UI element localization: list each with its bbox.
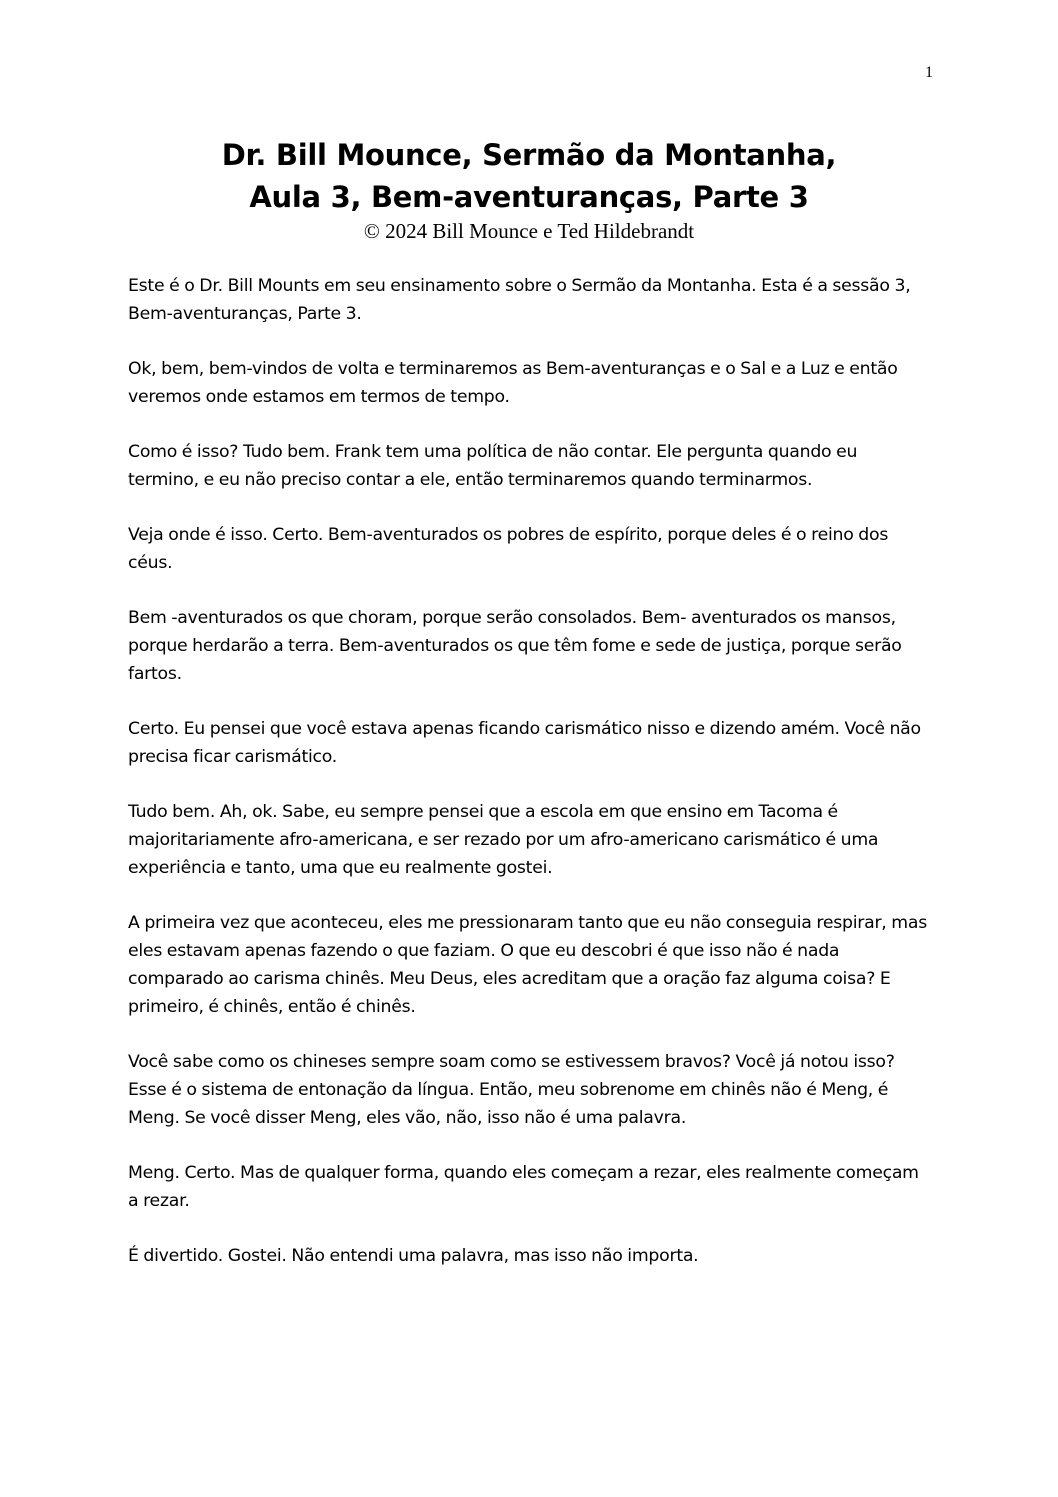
paragraph: Tudo bem. Ah, ok. Sabe, eu sempre pensei que a escola em que ensino em Tacoma é majoritariamente afro-americana, e ser rezado por um afro-americano carismático é uma experiência e tanto, uma que eu realmente gostei. — [128, 802, 879, 878]
paragraph: É divertido. Gostei. Não entendi uma palavra, mas isso não importa. — [128, 1246, 699, 1266]
paragraph: Como é isso? Tudo bem. Frank tem uma política de não contar. Ele pergunta quando eu termino, e eu não preciso contar a ele, então terminaremos quando terminarmos. — [128, 442, 858, 490]
paragraph: A primeira vez que aconteceu, eles me pressionaram tanto que eu não conseguia respirar, mas eles estavam apenas fazendo o que faziam. O que eu descobri é que isso não é nada comparado ao carisma chinês. Meu Deus, eles acreditam que a oração faz alguma coisa? E primeiro, é chinês, então é chinês. — [128, 913, 927, 1017]
document-body — [128, 272, 928, 1297]
paragraph: Certo. Eu pensei que você estava apenas ficando carismático nisso e dizendo amém. Você não precisa ficar carismático. — [128, 719, 921, 767]
page-number: 1 — [925, 64, 933, 81]
paragraph: Este é o Dr. Bill Mounts em seu ensinamento sobre o Sermão da Montanha. Esta é a sessão 3, Bem-aventuranças, Parte 3. — [128, 276, 911, 324]
paragraph: Ok, bem, bem-vindos de volta e terminaremos as Bem-aventuranças e o Sal e a Luz e então veremos onde estamos em termos de tempo. — [128, 359, 898, 407]
document-title-line-2: Aula 3, Bem-aventuranças, Parte 3 — [249, 180, 809, 214]
paragraph: Bem -aventurados os que choram, porque serão consolados. Bem- aventurados os mansos, porque herdarão a terra. Bem-aventurados os que têm fome e sede de justiça, porque serão fartos. — [128, 608, 902, 684]
paragraph: Você sabe como os chineses sempre soam como se estivessem bravos? Você já notou isso? Esse é o sistema de entonação da língua. Então, meu sobrenome em chinês não é Meng, é Meng. Se você disser Meng, eles vão, não, isso não é uma palavra. — [128, 1052, 895, 1128]
paragraph: Meng. Certo. Mas de qualquer forma, quando eles começam a rezar, eles realmente começam a rezar. — [128, 1163, 919, 1211]
document-title-line-1: Dr. Bill Mounce, Sermão da Montanha, — [221, 138, 837, 172]
paragraph: Veja onde é isso. Certo. Bem-aventurados os pobres de espírito, porque deles é o reino dos céus. — [128, 525, 889, 573]
copyright-notice: © 2024 Bill Mounce e Ted Hildebrandt — [363, 219, 695, 243]
title-block — [0, 134, 1058, 244]
